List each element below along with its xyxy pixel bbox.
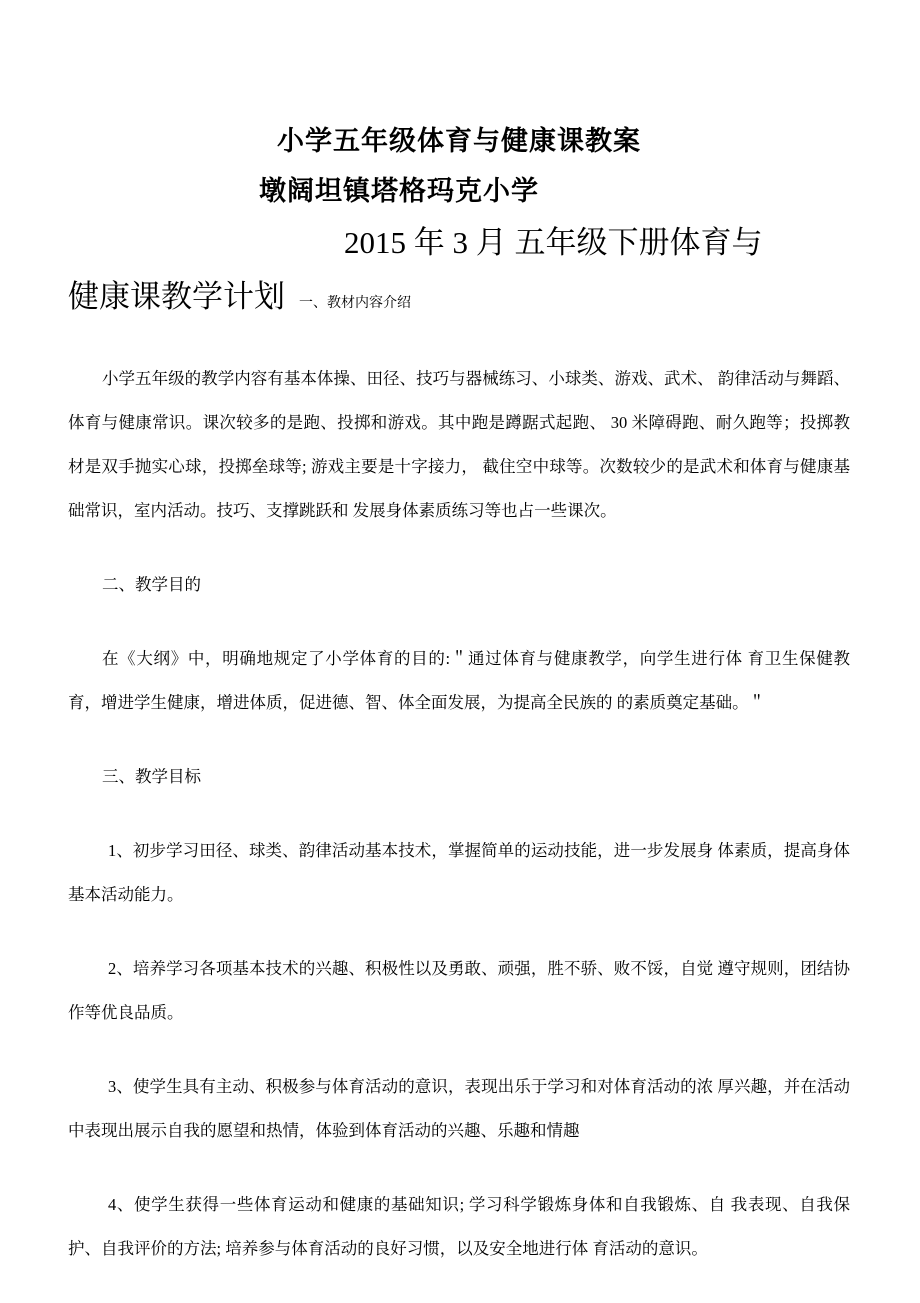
document-title: 小学五年级体育与健康课教案 — [277, 126, 641, 156]
objective-item-1: 1、初步学习田径、球类、韵律活动基本技术，掌握简单的运动技能，进一步发展身 体素质，提高身体基本活动能力。 — [68, 841, 850, 904]
school-name: 墩阔坦镇塔格玛克小学 — [259, 176, 539, 206]
section3-heading: 三、教学目标 — [102, 767, 201, 786]
objective-item-4: 4、使学生获得一些体育运动和健康的基础知识; 学习科学锻炼身体和自我锻炼、自 我表现、自我保护、自我评价的方法; 培养参与体育活动的良好习惯，以及安全地进行体 育活动的意识。 — [68, 1195, 850, 1258]
subtitle-row — [68, 270, 850, 331]
section1-heading: 一、教材内容介绍 — [299, 296, 411, 311]
section1-body: 小学五年级的教学内容有基本体操、田径、技巧与器械练习、小球类、游戏、武术、 韵律活动与舞蹈、体育与健康常识。课次较多的是跑、投掷和游戏。其中跑是蹲踞式起跑、 30 米障碍跑、耐久跑等；投掷教材是双手抛实心球，投掷垒球等; 游戏主要是十字接力， 截住空中球等。次数较少的是武术和体育与健康基础常识，室内活动。技巧、支撑跳跃和 发展身体素质练习等也占一些课次。 — [68, 369, 850, 520]
subtitle-plan-title: 健康课教学计划 — [68, 279, 285, 314]
objective-item-2: 2、培养学习各项基本技术的兴趣、积极性以及勇敢、顽强，胜不骄、败不馁，自觉 遵守规则，团结协作等优良品质。 — [68, 959, 850, 1022]
objective-item-3: 3、使学生具有主动、积极参与体育活动的意识，表现出乐于学习和对体育活动的浓 厚兴趣，并在活动中表现出展示自我的愿望和热情，体验到体育活动的兴趣、乐趣和情趣 — [68, 1077, 850, 1140]
subtitle-date-grade: 2015 年 3 月 五年级下册体育与 — [344, 225, 763, 260]
section2-body: 在《大纲》中，明确地规定了小学体育的目的:＂通过体育与健康教学，向学生进行体 育卫生保健教育，增进学生健康，增进体质，促进德、智、体全面发展，为提高全民族的 的素质奠定基础。＂ — [68, 649, 850, 712]
section2-heading: 二、教学目的 — [102, 575, 201, 594]
